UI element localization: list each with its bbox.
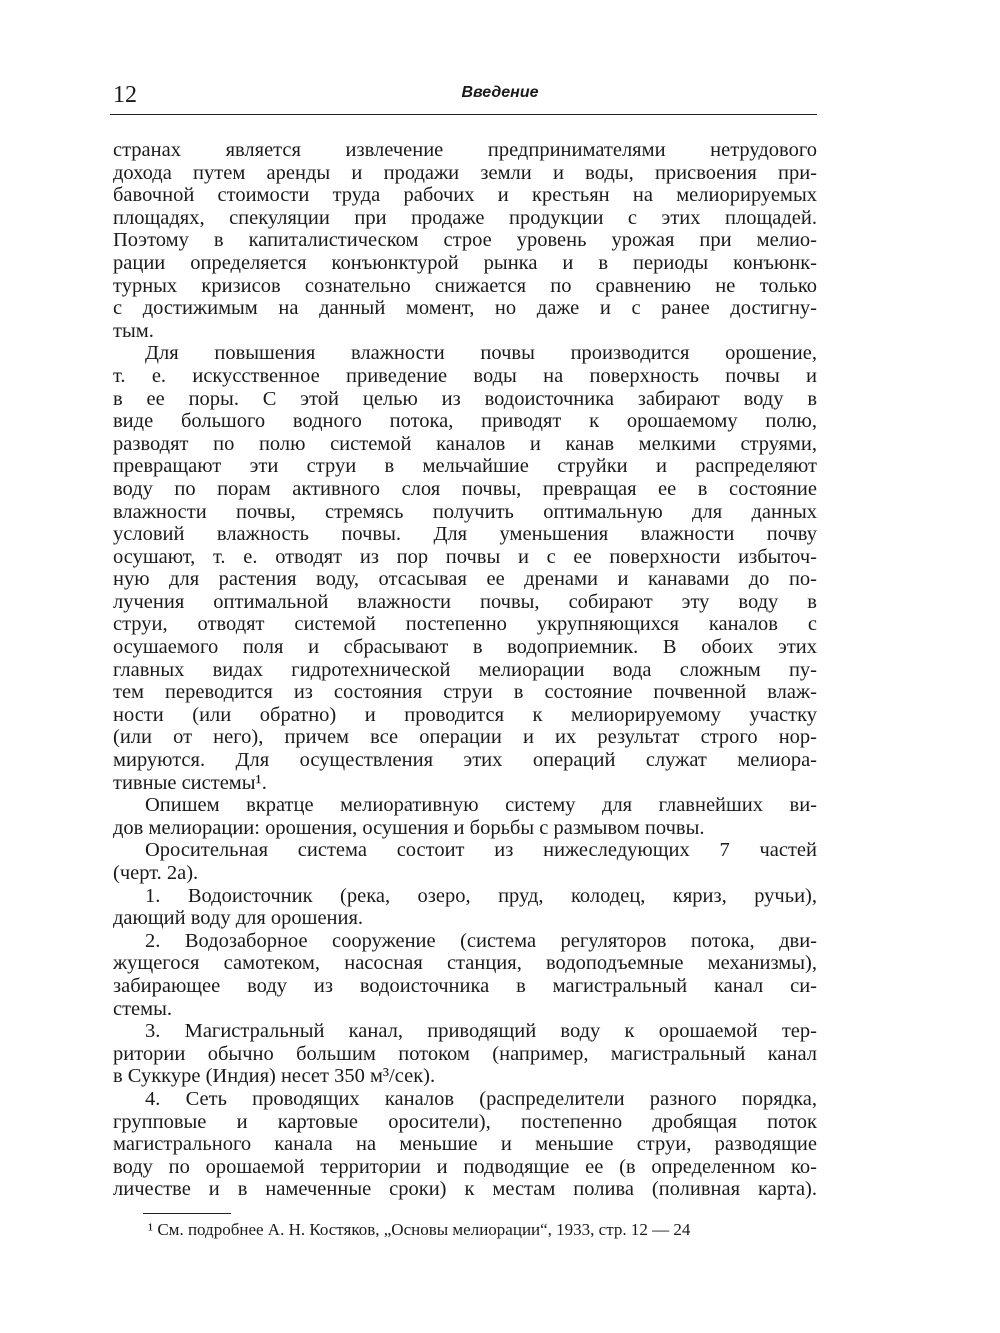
text-line: площадях, спекуляции при продаже продукции с этих площадей.: [113, 206, 817, 229]
text-line: дохода путем аренды и продажи земли и воды, присвоения при-: [113, 161, 817, 184]
text-line: рации определяется конъюнктурой рынка и в периоды конъюнк-: [113, 251, 817, 274]
text-line: в Суккуре (Индия) несет 350 м³/сек).: [113, 1065, 436, 1088]
text-line: 1. Водоисточник (река, озеро, пруд, колодец, кяриз, ручьи),: [145, 884, 817, 907]
text-line: струи, отводят системой постепенно укрупняющихся каналов с: [113, 613, 817, 636]
text-line: ности (или обратно) и проводится к мелиорируемому участку: [113, 703, 817, 726]
text-line: осушают, т. е. отводят из пор почвы и с ее поверхности избыточ-: [113, 545, 817, 568]
page-number: 12: [113, 82, 137, 108]
text-line: турных кризисов сознательно снижается по сравнению не только: [113, 274, 817, 297]
text-line: мируются. Для осуществления этих операций служат мелиора-: [113, 749, 817, 772]
text-line: в ее поры. С этой целью из водоисточника забирают воду в: [113, 387, 817, 410]
text-line: странах является извлечение предпринимателями нетрудового: [113, 139, 817, 161]
text-line: 2. Водозаборное сооружение (система регуляторов потока, дви-: [145, 929, 817, 952]
text-line: тем переводится из состояния струи в состояние почвенной влаж-: [113, 681, 817, 704]
text-line: Поэтому в капиталистическом строе уровень урожая при мелио-: [113, 229, 817, 252]
text-line: групповые и картовые оросители), постепенно дробящая поток: [113, 1110, 817, 1133]
text-line: осушаемого поля и сбрасывают в водоприемник. В обоих этих: [113, 636, 817, 659]
text-line: воду по орошаемой территории и подводящие ее (в определенном ко-: [113, 1155, 817, 1178]
text-line: 4. Сеть проводящих каналов (распределители разного порядка,: [145, 1087, 817, 1110]
text-line: ритории обычно большим потоком (например, магистральный канал: [113, 1042, 817, 1065]
text-line: Оросительная система состоит из нижеследующих 7 частей: [145, 839, 817, 862]
running-title: Введение: [461, 84, 539, 101]
text-line: бавочной стоимости труда рабочих и крестьян на мелиорируемых: [113, 184, 817, 207]
text-line: тивные системы¹.: [113, 771, 267, 794]
text-line: дов мелиорации: орошения, осушения и борьбы с размывом почвы.: [113, 816, 705, 839]
text-line: т. е. искусственное приведение воды на поверхность почвы и: [113, 364, 817, 387]
text-line: главных видах гидротехнической мелиорации вода сложным пу-: [113, 658, 817, 681]
text-line: жущегося самотеком, насосная станция, водоподъемные механизмы),: [113, 952, 817, 975]
text-line: (или от него), причем все операции и их результат строго нор-: [113, 726, 817, 749]
text-line: личестве и в намеченные сроки) к местам полива (поливная карта).: [113, 1178, 817, 1201]
text-line: воду по порам активного слоя почвы, превращая ее в состояние: [113, 477, 817, 500]
text-line: забирающее воду из водоисточника в магистральный канал си-: [113, 974, 817, 997]
text-line: дающий воду для орошения.: [113, 907, 364, 930]
footnote: ¹ См. подробнее А. Н. Костяков, „Основы мелиорации“, 1933, стр. 12 — 24: [148, 1220, 691, 1239]
text-line: условий влажность почвы. Для уменьшения влажности почву: [113, 523, 817, 546]
text-line: тым.: [113, 319, 154, 342]
body-text: [113, 139, 817, 1201]
text-line: превращают эти струи в мельчайшие струйки и распределяют: [113, 455, 817, 478]
header-rule: [110, 114, 817, 115]
text-line: 3. Магистральный канал, приводящий воду к орошаемой тер-: [145, 1020, 817, 1043]
text-line: Для повышения влажности почвы производится орошение,: [145, 342, 817, 365]
text-line: стемы.: [113, 997, 173, 1020]
footnote-rule: [143, 1213, 231, 1214]
text-line: лучения оптимальной влажности почвы, собирают эту воду в: [113, 590, 817, 613]
text-line: с достижимым на данный момент, но даже и с ранее достигну-: [113, 297, 817, 320]
text-line: магистрального канала на меньшие и меньшие струи, разводящие: [113, 1133, 817, 1156]
text-line: влажности почвы, стремясь получить оптимальную для данных: [113, 500, 817, 523]
text-line: Опишем вкратце мелиоративную систему для главнейших ви-: [145, 794, 817, 817]
text-line: виде большого водного потока, приводят к орошаемому полю,: [113, 410, 817, 433]
text-line: (черт. 2а).: [113, 862, 199, 884]
text-line: ную для растения воду, отсасывая ее дренами и канавами до по-: [113, 568, 817, 591]
text-line: разводят по полю системой каналов и канав мелкими струями,: [113, 432, 817, 455]
